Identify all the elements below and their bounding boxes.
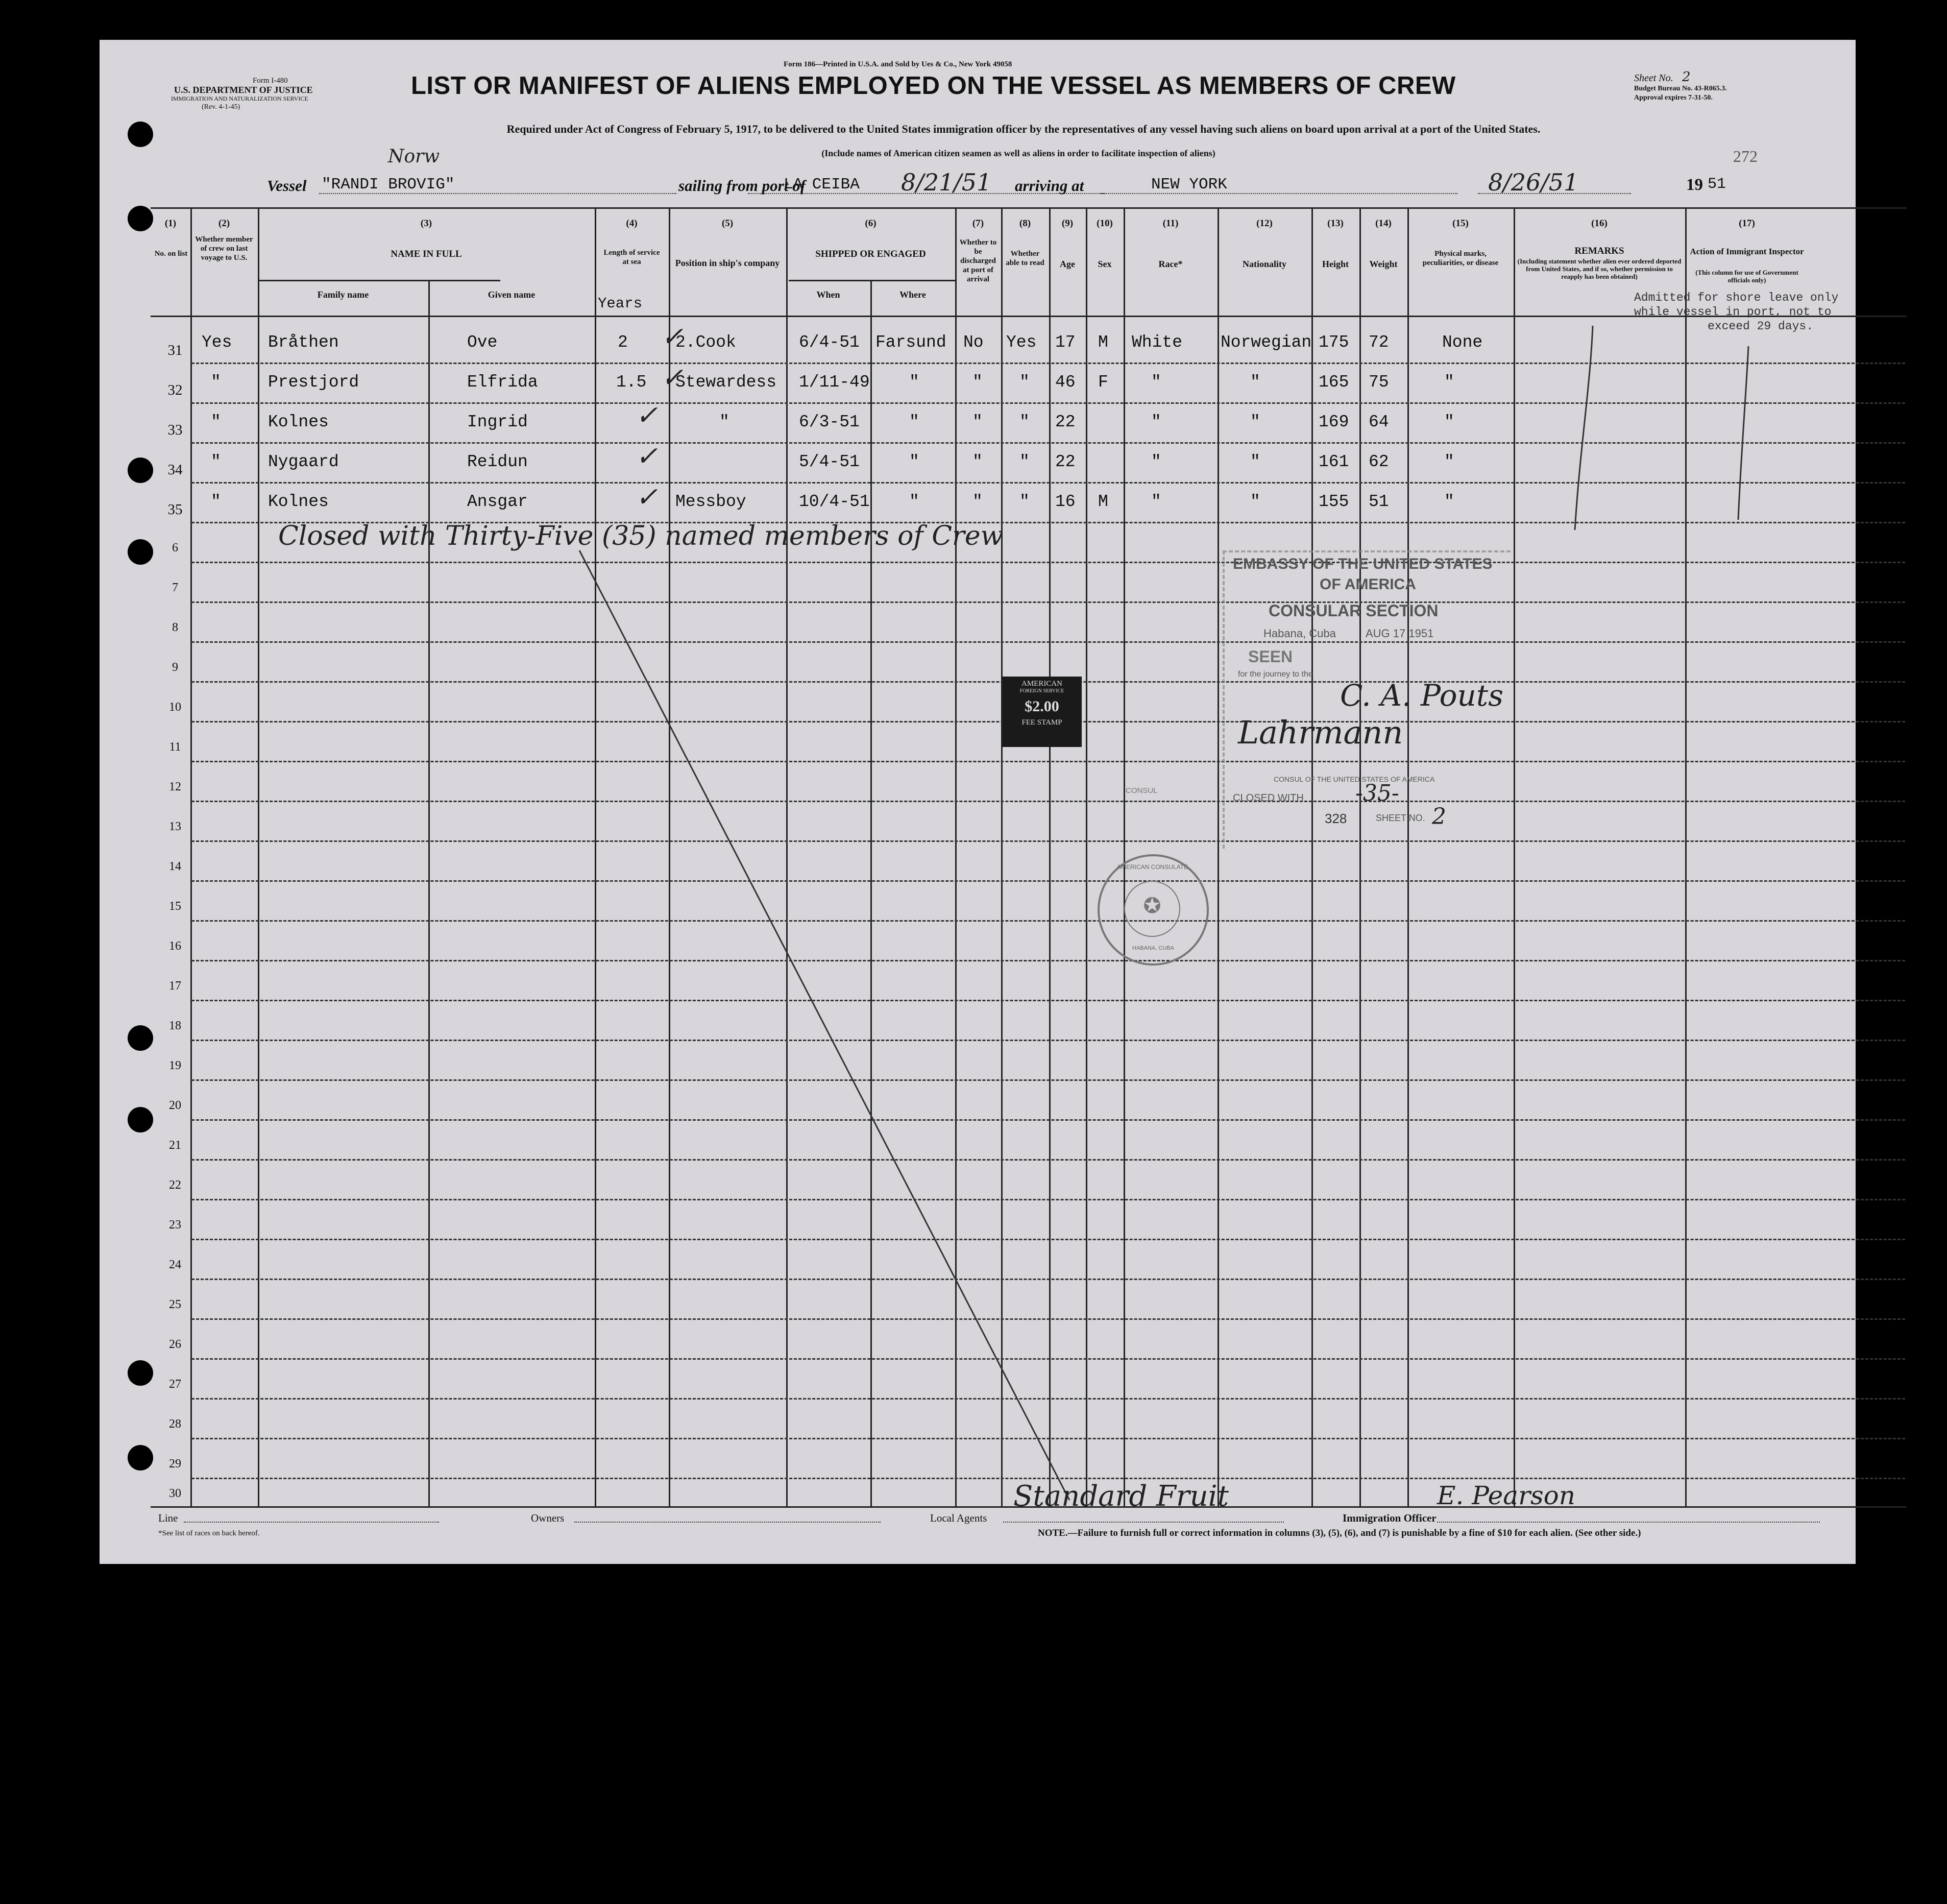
row-number: 8 xyxy=(172,621,178,634)
row-number: 22 xyxy=(169,1178,181,1192)
cell-where: " xyxy=(909,373,919,392)
fee-number: 328 xyxy=(1325,811,1347,826)
cell-where: " xyxy=(909,452,919,471)
cell-discharge: " xyxy=(972,452,983,471)
binder-hole xyxy=(128,1107,153,1132)
subtitle: Required under Act of Congress of February 5, 1917, to be delivered to the United States immigration officer by the representatives of any vessel having such aliens on board upon arrival at a port of the United States. xyxy=(506,123,1541,135)
form-rev: (Rev. 4-1-45) xyxy=(202,103,240,111)
dept-name: U.S. DEPARTMENT OF JUSTICE xyxy=(174,85,313,95)
consul-sig-line: CONSUL OF THE UNITED STATES OF AMERICA xyxy=(1274,775,1435,783)
check-mark: ✓ xyxy=(636,441,658,472)
cell-discharge: " xyxy=(972,492,983,511)
row-number: 6 xyxy=(172,541,178,555)
col1-number: (1) xyxy=(164,218,177,229)
row-number: 9 xyxy=(172,661,178,674)
vessel-name: "RANDI BROVIG" xyxy=(322,176,455,194)
cell-nationality: " xyxy=(1250,492,1260,511)
cell-position: " xyxy=(719,413,729,431)
arriving-label: arriving at xyxy=(1015,177,1084,195)
owners-underline xyxy=(574,1522,881,1523)
row-number: 35 xyxy=(167,501,183,518)
col14-header: Weight xyxy=(1369,259,1398,269)
row-number: 20 xyxy=(169,1099,181,1112)
port-to: NEW YORK xyxy=(1151,176,1227,194)
col4-number: (4) xyxy=(626,218,638,229)
cell-race: " xyxy=(1151,413,1161,431)
col15-header: Physical marks, peculiarities, or disease xyxy=(1422,250,1499,267)
consul-signature-2: Lahrmann xyxy=(1238,714,1403,751)
cell-marks: None xyxy=(1442,333,1483,352)
col4-unit: Years xyxy=(598,295,643,312)
binder-hole xyxy=(128,122,153,147)
binder-hole xyxy=(128,539,153,565)
cancel-strokes xyxy=(100,40,1856,1564)
service-name: IMMIGRATION AND NATURALIZATION SERVICE xyxy=(171,95,308,102)
sheet-label: Sheet No. xyxy=(1634,73,1673,84)
row-number: 19 xyxy=(169,1059,181,1072)
cell-sex: F xyxy=(1098,373,1108,392)
col9-header: Age xyxy=(1060,259,1075,269)
col6-header: SHIPPED OR ENGAGED xyxy=(815,249,926,259)
row-number: 16 xyxy=(169,939,181,953)
cell-race: " xyxy=(1151,492,1161,511)
cell-age: 46 xyxy=(1055,373,1076,392)
check-mark: ✓ xyxy=(636,400,658,431)
stamp-america: OF AMERICA xyxy=(1320,576,1416,593)
row-number: 12 xyxy=(169,780,181,793)
row-number: 31 xyxy=(167,342,183,358)
col8-header: Whether able to read xyxy=(1006,250,1044,267)
cell-height: 169 xyxy=(1319,413,1349,431)
cell-discharge: " xyxy=(972,373,983,392)
seal-city-text: HABANA, CUBA xyxy=(1132,945,1174,951)
row-number: 21 xyxy=(169,1139,181,1152)
col5-number: (5) xyxy=(721,218,734,229)
col13-header: Height xyxy=(1322,259,1349,269)
stamp-seen: SEEN xyxy=(1248,647,1293,666)
row-number: 18 xyxy=(169,1019,181,1032)
revenue-stamp-bottom: FEE STAMP xyxy=(1021,718,1062,727)
cell-height: 161 xyxy=(1319,452,1349,471)
form-id: Form I-480 xyxy=(253,77,288,85)
col3-number: (3) xyxy=(420,218,432,229)
col4-header: Length of service at sea xyxy=(603,249,660,266)
row-number: 27 xyxy=(169,1378,181,1391)
col13-number: (13) xyxy=(1327,218,1344,229)
revenue-stamp-top: AMERICAN xyxy=(1021,680,1062,688)
col6-when-header: When xyxy=(816,290,840,300)
cell-nationality: " xyxy=(1250,452,1260,471)
cell-height: 155 xyxy=(1319,492,1349,511)
col17-number: (17) xyxy=(1739,218,1755,229)
col3-given-header: Given name xyxy=(488,290,536,300)
cell-when: 6/4-51 xyxy=(799,333,860,352)
cell-read: " xyxy=(1019,373,1030,392)
row-number: 30 xyxy=(169,1487,181,1500)
col10-number: (10) xyxy=(1097,218,1113,229)
consul-caption: CONSUL xyxy=(1126,786,1158,795)
col8-number: (8) xyxy=(1019,218,1031,229)
remarks-stroke xyxy=(1575,326,1593,530)
stamp-sheet-label: SHEET NO. xyxy=(1376,813,1425,823)
binder-hole xyxy=(128,1025,153,1051)
cell-read: " xyxy=(1019,492,1030,511)
agents-underline xyxy=(1003,1522,1284,1523)
approval-expiry: Approval expires 7-31-50. xyxy=(1634,94,1713,102)
cell-weight: 75 xyxy=(1369,373,1389,392)
sheet-number: 2 xyxy=(1682,69,1691,85)
sail-date: 8/21/51 xyxy=(901,168,992,196)
col9-number: (9) xyxy=(1061,218,1074,229)
cell-nationality: Norwegian xyxy=(1221,333,1312,352)
cell-sex: M xyxy=(1098,492,1108,511)
cell-prev-voyage: " xyxy=(211,452,221,471)
cell-when: 6/3-51 xyxy=(799,413,860,431)
cell-read: " xyxy=(1019,413,1030,431)
cell-race: " xyxy=(1151,452,1161,471)
line-label: Line xyxy=(158,1512,178,1524)
budget-bureau: Budget Bureau No. 43-R065.3. xyxy=(1634,85,1727,92)
row-number: 33 xyxy=(167,422,183,438)
cell-discharge: No xyxy=(963,333,984,352)
row-number: 7 xyxy=(172,581,178,594)
col12-header: Nationality xyxy=(1242,259,1286,269)
col12-number: (12) xyxy=(1256,218,1273,229)
col5-header: Position in ship's company xyxy=(675,258,780,268)
inspector-stroke xyxy=(1738,346,1748,520)
cell-prev-voyage: " xyxy=(211,413,221,431)
cell-marks: " xyxy=(1444,373,1454,392)
cell-age: 17 xyxy=(1055,333,1076,352)
col1-header: No. on list xyxy=(154,250,188,258)
cell-when: 5/4-51 xyxy=(799,452,860,471)
stamp-date: AUG 17 1951 xyxy=(1366,627,1434,640)
col6-number: (6) xyxy=(865,218,877,229)
vessel-annotation: Norw xyxy=(388,146,440,167)
owners-label: Owners xyxy=(531,1512,565,1524)
cell-weight: 62 xyxy=(1369,452,1389,471)
col2-header: Whether member of crew on last voyage to U.S. xyxy=(195,235,253,262)
stamp-section: CONSULAR SECTION xyxy=(1269,601,1439,620)
cell-read: " xyxy=(1019,452,1030,471)
col17-subheader: (This column for use of Government officials only) xyxy=(1695,269,1798,284)
binder-hole xyxy=(128,457,153,483)
col3-family-header: Family name xyxy=(317,290,369,300)
cell-family-name: Nygaard xyxy=(268,452,339,471)
cell-family-name: Prestjord xyxy=(268,373,359,392)
cell-given-name: Reidun xyxy=(467,452,528,471)
check-mark: ✓ xyxy=(661,363,684,393)
remarks-line-2: while vessel in port, not to xyxy=(1634,305,1832,319)
binder-hole xyxy=(128,1360,153,1386)
check-mark: ✓ xyxy=(636,482,658,513)
sailing-label: sailing from port of xyxy=(678,177,806,195)
vessel-label: Vessel xyxy=(267,177,307,195)
col10-header: Sex xyxy=(1098,259,1112,269)
cell-prev-voyage: " xyxy=(211,373,221,392)
col16-number: (16) xyxy=(1591,218,1608,229)
row-number: 14 xyxy=(169,860,181,873)
officer-underline xyxy=(1437,1522,1820,1523)
check-mark: ✓ xyxy=(661,322,684,352)
cell-prev-voyage: Yes xyxy=(202,333,232,352)
cell-family-name: Kolnes xyxy=(268,492,329,511)
cell-nationality: " xyxy=(1250,413,1260,431)
cell-sex: M xyxy=(1098,333,1108,352)
cell-position: Stewardess xyxy=(675,373,777,392)
cell-age: 22 xyxy=(1055,452,1076,471)
cell-where: " xyxy=(909,413,919,431)
page-title: LIST OR MANIFEST OF ALIENS EMPLOYED ON THE VESSEL AS MEMBERS OF CREW xyxy=(411,72,1456,100)
agents-signature: Standard Fruit xyxy=(1013,1480,1229,1513)
stamp-city: Habana, Cuba xyxy=(1263,627,1336,640)
cell-height: 165 xyxy=(1319,373,1349,392)
eagle-icon: ✪ xyxy=(1143,894,1161,918)
closed-with-label: CLOSED WITH xyxy=(1233,792,1304,804)
footnote: *See list of races on back hereof. xyxy=(158,1529,260,1537)
col15-number: (15) xyxy=(1452,218,1469,229)
cell-prev-voyage: " xyxy=(211,492,221,511)
cell-where: Farsund xyxy=(875,333,946,352)
cell-weight: 72 xyxy=(1369,333,1389,352)
remarks-line-1: Admitted for shore leave only xyxy=(1634,291,1839,304)
agents-label: Local Agents xyxy=(930,1512,987,1524)
printer-line: Form 186—Printed in U.S.A. and Sold by Ues & Co., New York 49058 xyxy=(784,60,1012,68)
cell-position: Messboy xyxy=(675,492,746,511)
cell-given-name: Ove xyxy=(467,333,498,352)
officer-label: Immigration Officer xyxy=(1343,1512,1437,1524)
cell-family-name: Kolnes xyxy=(268,413,329,431)
manifest-page xyxy=(100,40,1856,1564)
cell-marks: " xyxy=(1444,413,1454,431)
consul-signature: C. A. Pouts xyxy=(1340,678,1503,713)
row-number: 32 xyxy=(167,382,183,398)
col2-number: (2) xyxy=(218,218,230,229)
year: 51 xyxy=(1708,176,1726,193)
col16-subheader: (Including statement whether alien ever ordered deported from United States, and if so, whether permission to reapply has been obtained) xyxy=(1517,257,1682,280)
seal-ring-text: AMERICAN CONSULATE xyxy=(1117,863,1188,871)
cell-given-name: Ansgar xyxy=(467,492,528,511)
revenue-stamp-value: $2.00 xyxy=(1025,698,1059,715)
page-number: 272 xyxy=(1733,147,1758,165)
row-number: 10 xyxy=(169,701,181,714)
officer-signature: E. Pearson xyxy=(1437,1481,1575,1510)
arrive-date: 8/26/51 xyxy=(1488,168,1579,196)
col14-number: (14) xyxy=(1375,218,1392,229)
row-number: 15 xyxy=(169,900,181,913)
cell-marks: " xyxy=(1444,452,1454,471)
cell-age: 22 xyxy=(1055,413,1076,431)
cell-family-name: Bråthen xyxy=(268,333,339,352)
cell-race: " xyxy=(1151,373,1161,392)
row-number: 24 xyxy=(169,1258,181,1271)
row-number: 17 xyxy=(169,979,181,993)
cell-read: Yes xyxy=(1006,333,1037,352)
col3-header: NAME IN FULL xyxy=(391,249,462,259)
cell-years: 2 xyxy=(618,333,628,352)
consulate-seal xyxy=(1098,854,1209,966)
cell-weight: 64 xyxy=(1369,413,1389,431)
cell-height: 175 xyxy=(1319,333,1349,352)
penalty-note: NOTE.—Failure to furnish full or correct information in columns (3), (5), (6), and (7) is punishable by a fine of $10 for each alien. (See other side.) xyxy=(1038,1528,1641,1538)
cell-position: 2.Cook xyxy=(675,333,736,352)
cell-race: White xyxy=(1132,333,1183,352)
include-note: (Include names of American citizen seamen as well as aliens in order to facilitate inspection of aliens) xyxy=(821,148,1215,158)
row-number: 29 xyxy=(169,1457,181,1471)
col6-where-header: Where xyxy=(899,290,926,300)
revenue-stamp xyxy=(1002,677,1082,747)
cell-weight: 51 xyxy=(1369,492,1389,511)
line-underline xyxy=(184,1522,439,1523)
binder-hole xyxy=(128,206,153,231)
stamp-for-text: for the journey to the xyxy=(1238,670,1313,679)
row-number: 28 xyxy=(169,1417,181,1431)
year-prefix: 19 xyxy=(1686,176,1703,194)
revenue-stamp-sub: FOREIGN SERVICE xyxy=(1019,688,1064,694)
cell-given-name: Elfrida xyxy=(467,373,538,392)
cell-where: " xyxy=(909,492,919,511)
col11-number: (11) xyxy=(1162,218,1179,229)
cell-discharge: " xyxy=(972,413,983,431)
col16-header: REMARKS xyxy=(1574,246,1624,256)
cell-marks: " xyxy=(1444,492,1454,511)
col7-number: (7) xyxy=(972,218,984,229)
row-number: 25 xyxy=(169,1298,181,1311)
remarks-line-3: exceed 29 days. xyxy=(1708,320,1814,333)
col7-header: Whether to be discharged at port of arrival xyxy=(959,238,997,283)
port-from: LA CEIBA xyxy=(784,176,860,194)
col11-header: Race* xyxy=(1158,259,1183,269)
consular-stamp xyxy=(1223,550,1508,847)
cell-nationality: " xyxy=(1250,373,1260,392)
stamp-sheet: 2 xyxy=(1432,804,1446,830)
closing-note: Closed with Thirty-Five (35) named members of Crew xyxy=(278,521,1004,551)
row-number: 23 xyxy=(169,1218,181,1232)
cell-when: 10/4-51 xyxy=(799,492,870,511)
stamp-embassy: EMBASSY OF THE UNITED STATES xyxy=(1233,556,1493,572)
diagonal-cancel-line xyxy=(579,550,1069,1500)
cell-given-name: Ingrid xyxy=(467,413,528,431)
row-number: 11 xyxy=(169,740,181,754)
row-number: 26 xyxy=(169,1338,181,1351)
binder-hole xyxy=(128,1445,153,1471)
row-number: 13 xyxy=(169,820,181,833)
row-number: 34 xyxy=(167,462,183,478)
col17-header: Action of Immigrant Inspector xyxy=(1690,247,1804,256)
cell-when: 1/11-49 xyxy=(799,373,870,392)
closed-with-value: -35- xyxy=(1355,780,1399,806)
cell-years: 1.5 xyxy=(616,373,647,392)
cell-age: 16 xyxy=(1055,492,1076,511)
